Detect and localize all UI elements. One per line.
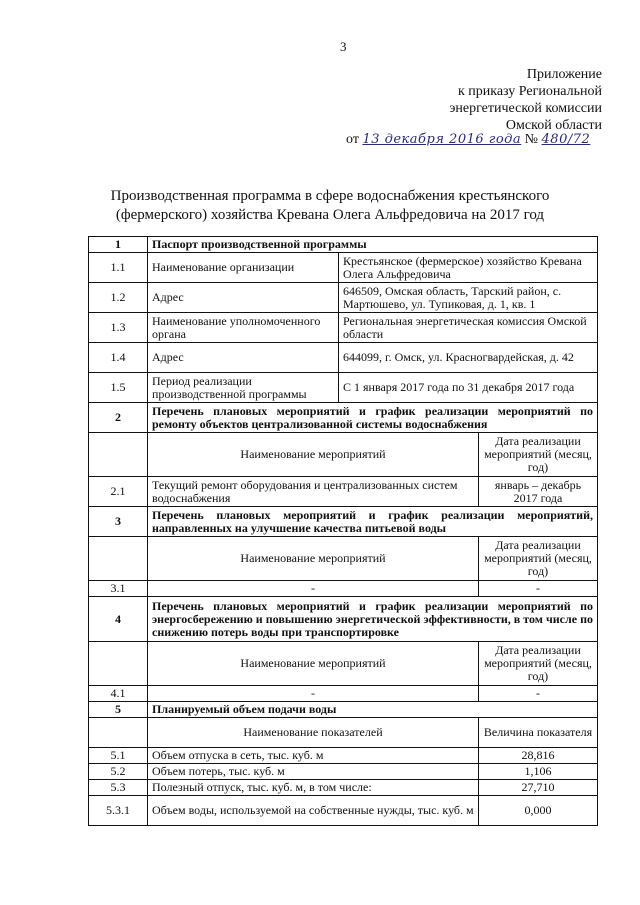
section-number: 1 [89, 237, 148, 253]
section-row [89, 597, 598, 642]
order-reference [346, 132, 590, 148]
section-number: 4 [89, 597, 148, 642]
column-header-value: Величина показателя [479, 718, 598, 748]
row-number: 2.1 [89, 477, 148, 507]
table-row [89, 477, 598, 507]
row-value: 28,816 [479, 748, 598, 764]
column-header-name: Наименование мероприятий [148, 537, 479, 581]
document-title: Производственная программа в сфере водоснабжения крестьянского (фермерского) хозяйства Кревана Олега Альфредовича на 2017 год [110, 188, 550, 223]
row-number: 5.3.1 [89, 796, 148, 826]
row-number: 5.2 [89, 764, 148, 780]
row-name: Объем отпуска в сеть, тыс. куб. м [148, 748, 479, 764]
appendix-header [449, 66, 602, 134]
row-date: - [479, 686, 598, 702]
row-number: 5.3 [89, 780, 148, 796]
row-value: Региональная энергетическая комиссия Омской области [339, 313, 598, 343]
section-row [89, 237, 598, 253]
table-row [89, 686, 598, 702]
section-row [89, 507, 598, 537]
column-header-name: Наименование мероприятий [148, 433, 479, 477]
row-name: - [148, 686, 479, 702]
section-title: Перечень плановых мероприятий и график реализации мероприятий по энергосбережению и повышению энергетической эффективности, в том числе по снижению потерь воды при транспортировке [148, 597, 598, 642]
appendix-line-4: Омской области [505, 118, 602, 133]
row-label: Адрес [148, 283, 339, 313]
row-label: Наименование уполномоченного органа [148, 313, 339, 343]
row-value: 646509, Омская область, Тарский район, с. Мартюшево, ул. Тупиковая, д. 1, кв. 1 [339, 283, 598, 313]
row-value: 0,000 [479, 796, 598, 826]
table-row [89, 780, 598, 796]
section-title: Паспорт производственной программы [148, 237, 598, 253]
table-row [89, 313, 598, 343]
section-number: 3 [89, 507, 148, 537]
table-row [89, 748, 598, 764]
empty-cell [89, 537, 148, 581]
table-row [89, 283, 598, 313]
column-header-date: Дата реализации мероприятий (месяц, год) [479, 642, 598, 686]
row-number: 3.1 [89, 581, 148, 597]
row-number: 5.1 [89, 748, 148, 764]
row-number: 1.1 [89, 253, 148, 283]
order-number-label: № [524, 132, 539, 147]
empty-cell [89, 718, 148, 748]
section-number: 5 [89, 702, 148, 718]
program-table [88, 236, 598, 826]
table-row [89, 764, 598, 780]
row-name: Объем воды, используемой на собственные нужды, тыс. куб. м [148, 796, 479, 826]
row-value: 1,106 [479, 764, 598, 780]
row-number: 1.2 [89, 283, 148, 313]
row-name: Текущий ремонт оборудования и централизованных систем водоснабжения [148, 477, 479, 507]
table-row [89, 581, 598, 597]
appendix-line-3: энергетической комиссии [449, 101, 602, 116]
column-header-date: Дата реализации мероприятий (месяц, год) [479, 433, 598, 477]
row-value: 644099, г. Омск, ул. Красногвардейская, д. 42 [339, 343, 598, 373]
section-title: Перечень плановых мероприятий и график реализации мероприятий по ремонту объектов централизованной системы водоснабжения [148, 403, 598, 433]
row-label: Наименование организации [148, 253, 339, 283]
row-date: - [479, 581, 598, 597]
row-label: Адрес [148, 343, 339, 373]
section-row [89, 403, 598, 433]
appendix-line-1: Приложение [526, 67, 602, 82]
order-date-handwritten: 13 декабря 2016 года [362, 132, 522, 147]
empty-cell [89, 642, 148, 686]
row-date: январь – декабрь 2017 года [479, 477, 598, 507]
section-row [89, 702, 598, 718]
order-number-handwritten: 480/72 [541, 132, 591, 147]
column-header-name: Наименование мероприятий [148, 642, 479, 686]
row-name: Полезный отпуск, тыс. куб. м, в том числе: [148, 780, 479, 796]
row-number: 4.1 [89, 686, 148, 702]
section-number: 2 [89, 403, 148, 433]
section-title: Перечень плановых мероприятий и график реализации мероприятий, направленных на улучшение качества питьевой воды [148, 507, 598, 537]
column-header-date: Дата реализации мероприятий (месяц, год) [479, 537, 598, 581]
table-row [89, 253, 598, 283]
row-name: Объем потерь, тыс. куб. м [148, 764, 479, 780]
row-number: 1.3 [89, 313, 148, 343]
table-row [89, 373, 598, 403]
row-number: 1.5 [89, 373, 148, 403]
row-label: Период реализации производственной программы [148, 373, 339, 403]
row-value: Крестьянское (фермерское) хозяйство Кревана Олега Альфредовича [339, 253, 598, 283]
column-header-row [89, 642, 598, 686]
table-row [89, 796, 598, 826]
column-header-row [89, 433, 598, 477]
page-number: 3 [340, 39, 347, 54]
section-title: Планируемый объем подачи воды [148, 702, 598, 718]
row-value: 27,710 [479, 780, 598, 796]
appendix-line-2: к приказу Региональной [457, 84, 602, 99]
row-number: 1.4 [89, 343, 148, 373]
order-from-label: от [346, 132, 359, 147]
empty-cell [89, 433, 148, 477]
column-header-name: Наименование показателей [148, 718, 479, 748]
table-row [89, 343, 598, 373]
row-name: - [148, 581, 479, 597]
column-header-row [89, 537, 598, 581]
column-header-row [89, 718, 598, 748]
row-value: С 1 января 2017 года по 31 декабря 2017 года [339, 373, 598, 403]
